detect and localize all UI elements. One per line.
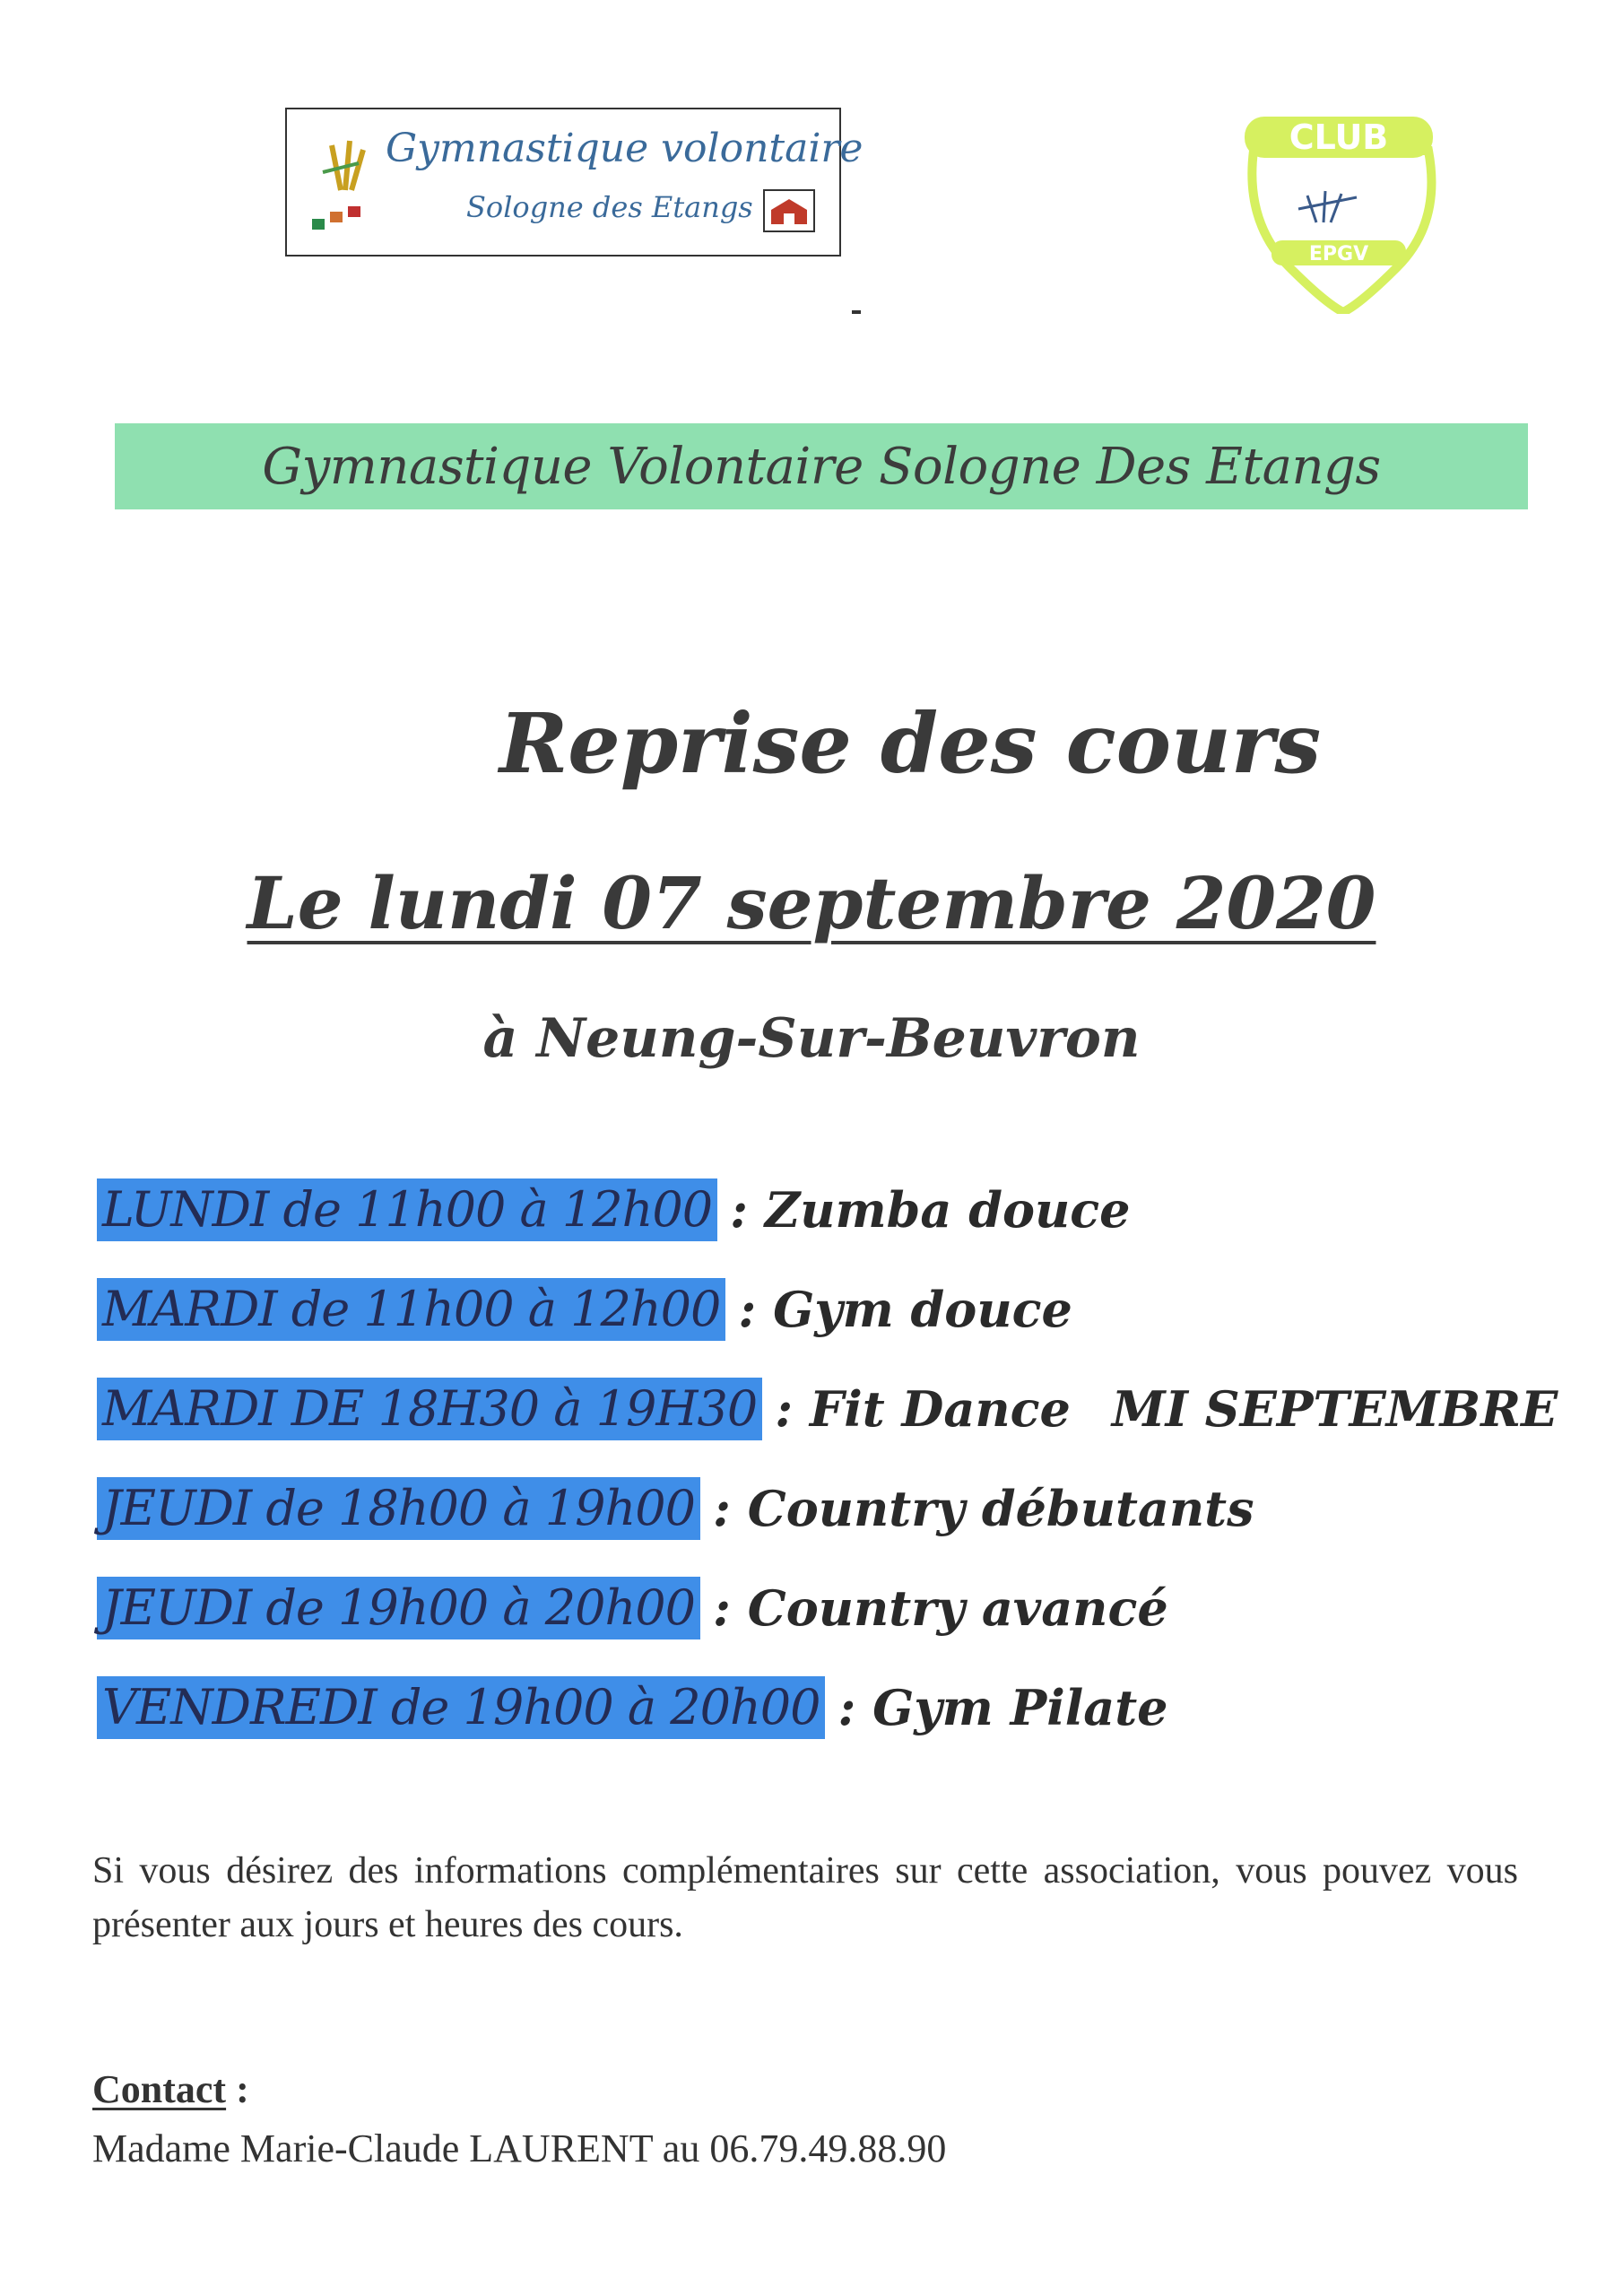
banner-title: Gymnastique Volontaire Sologne Des Etangs [262, 437, 1381, 496]
badge-bottom-text: EPGV [1308, 243, 1369, 265]
stray-mark [852, 310, 861, 314]
logo-text-line1: Gymnastique volontaire [386, 126, 864, 171]
reprise-heading: Reprise des cours [499, 695, 1322, 792]
place-heading: à Neung-Sur-Beuvron [482, 1007, 1141, 1070]
info-paragraph: Si vous désirez des informations complémentaires sur cette association, vous pouvez vous présenter aux jours et heures des cours. [92, 1850, 1518, 1945]
badge-top-text: CLUB [1289, 117, 1389, 157]
house-icon [762, 188, 816, 233]
schedule-activity: : Gym Pilate [838, 1679, 1168, 1736]
schedule-slot: LUNDI de 11h00 à 12h00 [97, 1178, 717, 1241]
schedule-row [97, 1475, 1254, 1542]
schedule-activity: : Country avancé [713, 1579, 1168, 1637]
schedule-row [97, 1276, 1072, 1343]
schedule-slot: JEUDI de 19h00 à 20h00 [97, 1577, 700, 1639]
schedule-activity: : Gym douce [738, 1281, 1072, 1338]
schedule-slot: MARDI DE 18H30 à 19H30 [97, 1378, 762, 1440]
contact-label: Contact : [92, 2067, 249, 2111]
schedule-slot: MARDI de 11h00 à 12h00 [97, 1278, 725, 1341]
schedule-activity: : Zumba douce [730, 1181, 1131, 1239]
logo-text-line2: Sologne des Etangs [466, 190, 753, 224]
schedule-activity: : Fit Dance [775, 1380, 1071, 1438]
schedule-slot: JEUDI de 18h00 à 19h00 [97, 1477, 700, 1540]
association-banner [115, 423, 1528, 509]
schedule-note: MI SEPTEMBRE [1111, 1380, 1558, 1438]
association-logo [285, 108, 864, 257]
club-epgv-badge [1227, 115, 1451, 314]
contact-details: Madame Marie-Claude LAURENT au 06.79.49.88.90 [92, 2126, 947, 2170]
date-text: Le lundi 07 septembre 2020 [247, 861, 1376, 945]
schedule-activity: : Country débutants [713, 1480, 1254, 1537]
schedule-slot: VENDREDI de 19h00 à 20h00 [97, 1676, 825, 1739]
schedule-row [97, 1177, 1130, 1243]
schedule-row [97, 1376, 1558, 1442]
schedule-row [97, 1674, 1168, 1741]
gymnasts-icon [305, 136, 386, 235]
contact-label-text: Contact [92, 2067, 227, 2111]
schedule-row [97, 1575, 1168, 1641]
date-heading [0, 861, 1623, 945]
